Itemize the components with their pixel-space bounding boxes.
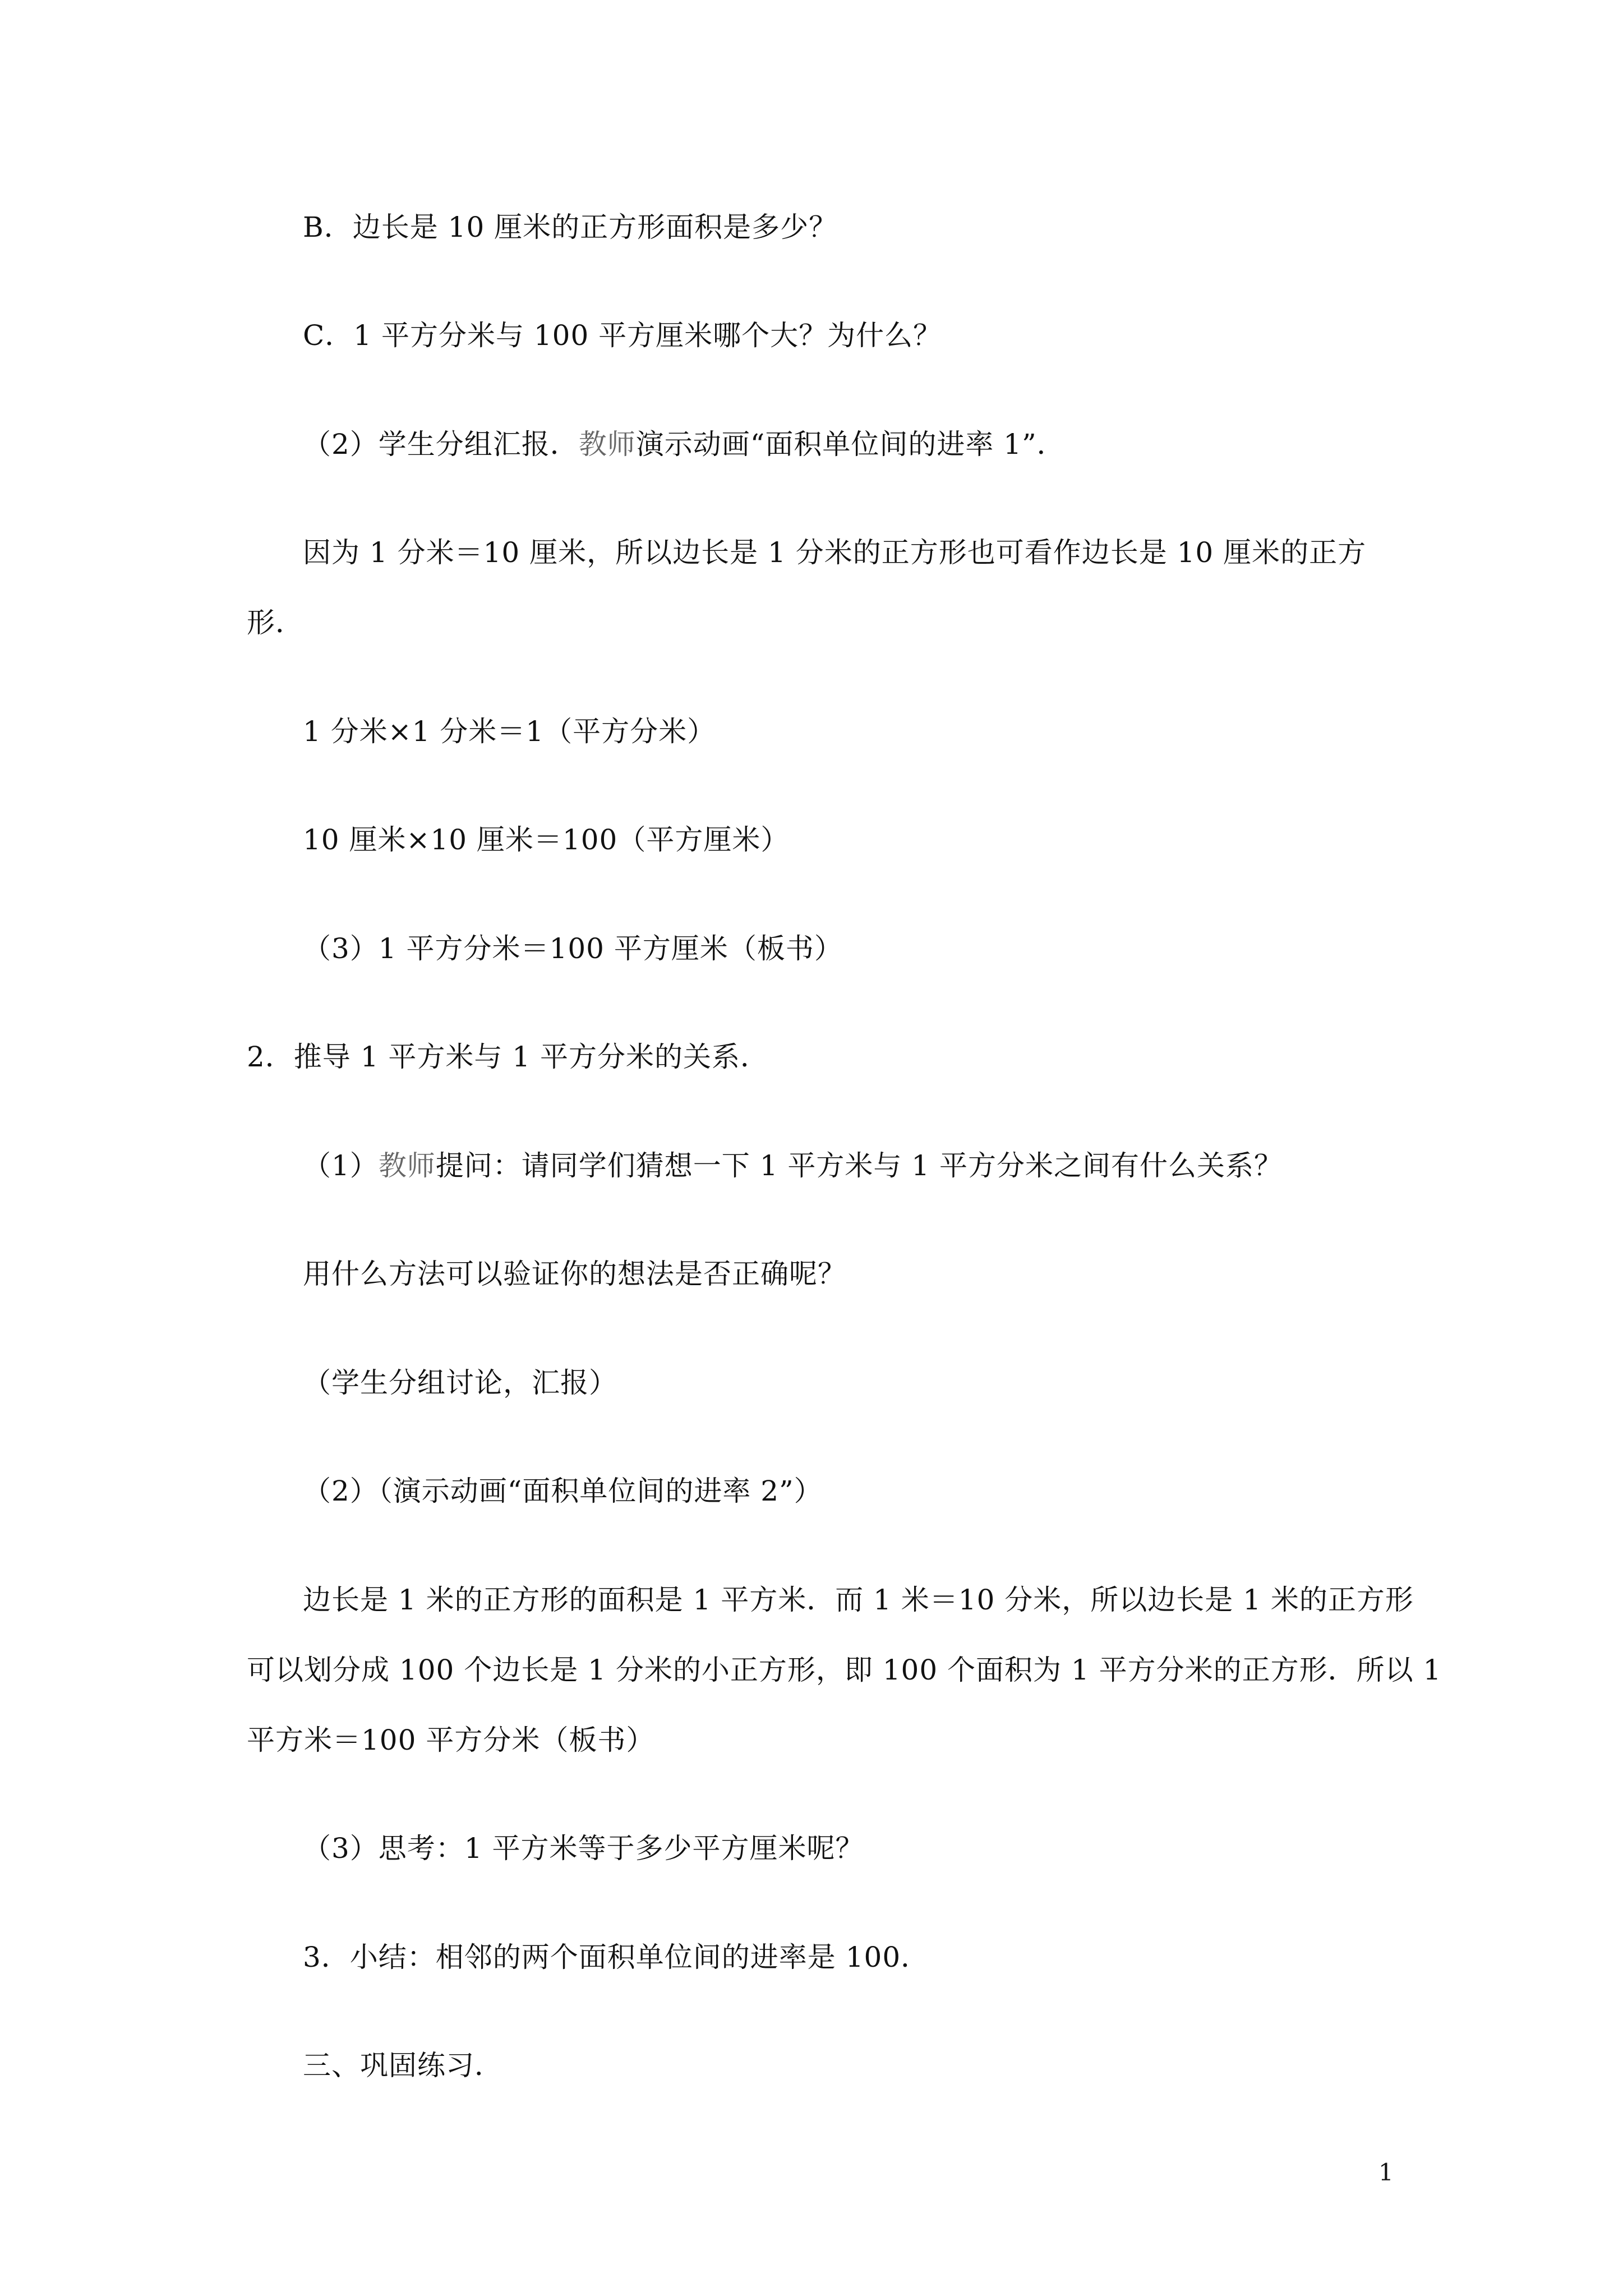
summary: 3．小结：相邻的两个面积单位间的进率是 100． xyxy=(303,1941,930,1973)
paragraph-line-2: 可以划分成 100 个边长是 1 分米的小正方形，即 100 个面积为 1 平方分米的正方形．所以 1 xyxy=(247,1654,1442,1686)
step-3-conclusion: （3）1 平方分米＝100 平方厘米（板书） xyxy=(303,932,843,965)
question-b: B．边长是 10 厘米的正方形面积是多少？ xyxy=(303,211,838,243)
equation-square-decimeter: 1 分米×1 分米＝1（平方分米） xyxy=(303,715,716,748)
question-c: C．1 平方分米与 100 平方厘米哪个大？为什么？ xyxy=(303,319,942,352)
step-3-thinking: （3）思考：1 平方米等于多少平方厘米呢？ xyxy=(303,1832,864,1865)
page-number: 1 xyxy=(1378,2159,1394,2186)
group-discussion: （学生分组讨论，汇报） xyxy=(303,1366,617,1399)
teacher-label: 教师 xyxy=(578,428,636,461)
paragraph-line-3: 平方米＝100 平方分米（板书） xyxy=(247,1724,655,1756)
teacher-label: 教师 xyxy=(378,1149,436,1182)
step-2-animation: （2）（演示动画“面积单位间的进率 2”） xyxy=(303,1475,823,1507)
section-3-heading: 三、巩固练习． xyxy=(303,2049,503,2082)
verify-question: 用什么方法可以验证你的想法是否正确呢？ xyxy=(303,1258,846,1290)
paragraph-line-1: 边长是 1 米的正方形的面积是 1 平方米．而 1 米＝10 分米，所以边长是 1 米的正方形 xyxy=(303,1584,1414,1616)
section-2-heading: 2．推导 1 平方米与 1 平方分米的关系． xyxy=(247,1041,769,1073)
step-2-report xyxy=(303,427,1066,461)
step-1-question-suffix: 提问：请同学们猜想一下 1 平方米与 1 平方分米之间有什么关系？ xyxy=(435,1149,1283,1182)
equation-square-centimeter: 10 厘米×10 厘米＝100（平方厘米） xyxy=(303,823,790,856)
explanation-line-2: 形． xyxy=(247,606,304,639)
step-1-question-prefix: （1） xyxy=(303,1149,379,1182)
step-2-report-suffix: 演示动画“面积单位间的进率 1”． xyxy=(635,428,1066,461)
step-1-question xyxy=(303,1149,1283,1182)
explanation-line-1: 因为 1 分米＝10 厘米，所以边长是 1 分米的正方形也可看作边长是 10 厘米的正方 xyxy=(303,536,1367,569)
step-2-report-prefix: （2）学生分组汇报． xyxy=(303,428,579,461)
